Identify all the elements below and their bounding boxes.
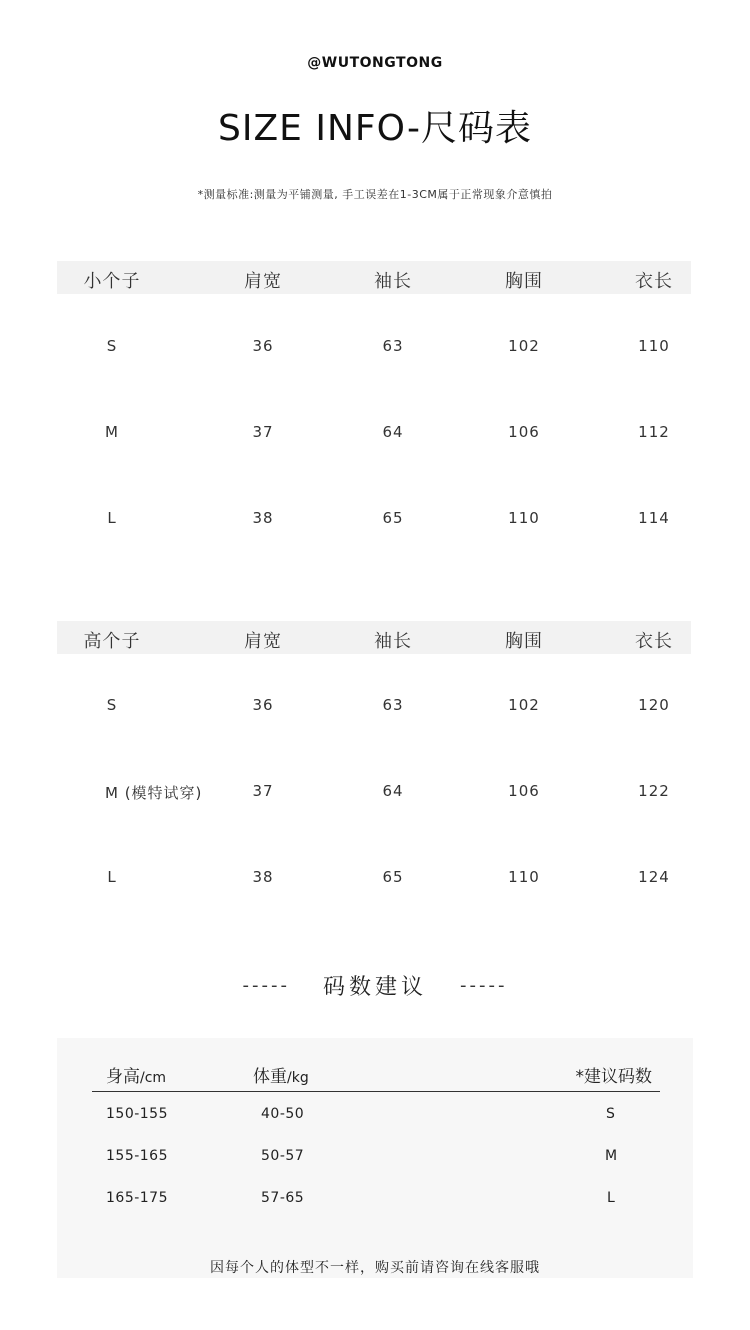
- header-chest: 胸围: [505, 631, 543, 652]
- chest-cell: 102: [508, 337, 540, 355]
- table-header: [57, 621, 691, 654]
- divider-dashes-right: -----: [460, 975, 508, 996]
- weight-range: 57-65: [261, 1190, 305, 1206]
- shoulder-cell: 37: [252, 782, 274, 800]
- length-cell: 120: [638, 696, 670, 714]
- footer-note: 因每个人的体型不一样，购买前请咨询在线客服哦: [210, 1260, 540, 1276]
- list-item: [92, 1190, 660, 1210]
- divider-dashes-left: -----: [242, 975, 290, 996]
- header-length: 衣长: [635, 271, 673, 292]
- sleeve-cell: 63: [382, 337, 404, 355]
- table-row: [57, 834, 691, 920]
- table-row: [57, 748, 691, 834]
- header-shoulder: 肩宽: [244, 271, 282, 292]
- table-header: [57, 261, 691, 294]
- table-row: [57, 389, 691, 475]
- sleeve-cell: 63: [382, 696, 404, 714]
- header-suggested-size: *建议码数: [575, 1067, 652, 1087]
- header-weight: 体重/kg: [253, 1067, 309, 1087]
- length-cell: 124: [638, 868, 670, 886]
- header-shoulder: 肩宽: [244, 631, 282, 652]
- chest-cell: 106: [508, 423, 540, 441]
- length-cell: 122: [638, 782, 670, 800]
- height-range: 150-155: [106, 1106, 168, 1122]
- brand-handle: @WUTONGTONG: [307, 55, 443, 71]
- length-cell: 110: [638, 337, 670, 355]
- weight-range: 40-50: [261, 1106, 305, 1122]
- sleeve-cell: 64: [382, 782, 404, 800]
- header-length: 衣长: [635, 631, 673, 652]
- table-row: [57, 303, 691, 389]
- header-sleeve: 袖长: [374, 631, 412, 652]
- size-cell: M (模特试穿): [105, 784, 203, 802]
- page-title: SIZE INFO-尺码表: [218, 108, 532, 149]
- size-table-petite: [57, 261, 691, 561]
- length-cell: 112: [638, 423, 670, 441]
- weight-range: 50-57: [261, 1148, 305, 1164]
- list-item: [92, 1148, 660, 1168]
- sleeve-cell: 65: [382, 868, 404, 886]
- table-row: [57, 475, 691, 561]
- height-range: 155-165: [106, 1148, 168, 1164]
- length-cell: 114: [638, 509, 670, 527]
- header-height: 身高/cm: [106, 1067, 167, 1087]
- sleeve-cell: 65: [382, 509, 404, 527]
- header-sleeve: 袖长: [374, 271, 412, 292]
- recommendation-header: [92, 1062, 660, 1092]
- list-item: [92, 1106, 660, 1126]
- chest-cell: 102: [508, 696, 540, 714]
- size-cell: M: [105, 423, 119, 441]
- size-cell: S: [106, 696, 118, 714]
- table-row: [57, 662, 691, 748]
- header-category: 小个子: [83, 271, 141, 292]
- shoulder-cell: 36: [252, 337, 274, 355]
- size-cell: L: [107, 868, 117, 886]
- sleeve-cell: 64: [382, 423, 404, 441]
- suggested-size: M: [605, 1148, 618, 1164]
- chest-cell: 110: [508, 868, 540, 886]
- recommendation-title: 码数建议: [322, 975, 427, 1000]
- size-cell: S: [106, 337, 118, 355]
- shoulder-cell: 38: [252, 868, 274, 886]
- size-cell: L: [107, 509, 117, 527]
- header-chest: 胸围: [505, 271, 543, 292]
- height-range: 165-175: [106, 1190, 168, 1206]
- shoulder-cell: 37: [252, 423, 274, 441]
- suggested-size: S: [606, 1106, 616, 1122]
- chest-cell: 106: [508, 782, 540, 800]
- shoulder-cell: 36: [252, 696, 274, 714]
- chest-cell: 110: [508, 509, 540, 527]
- recommendation-heading: [0, 970, 750, 1001]
- shoulder-cell: 38: [252, 509, 274, 527]
- size-table-tall: [57, 621, 691, 920]
- suggested-size: L: [607, 1190, 616, 1206]
- header-category: 高个子: [83, 631, 141, 652]
- measurement-note: *测量标准:测量为平铺测量, 手工误差在1-3CM属于正常现象介意慎拍: [197, 188, 553, 201]
